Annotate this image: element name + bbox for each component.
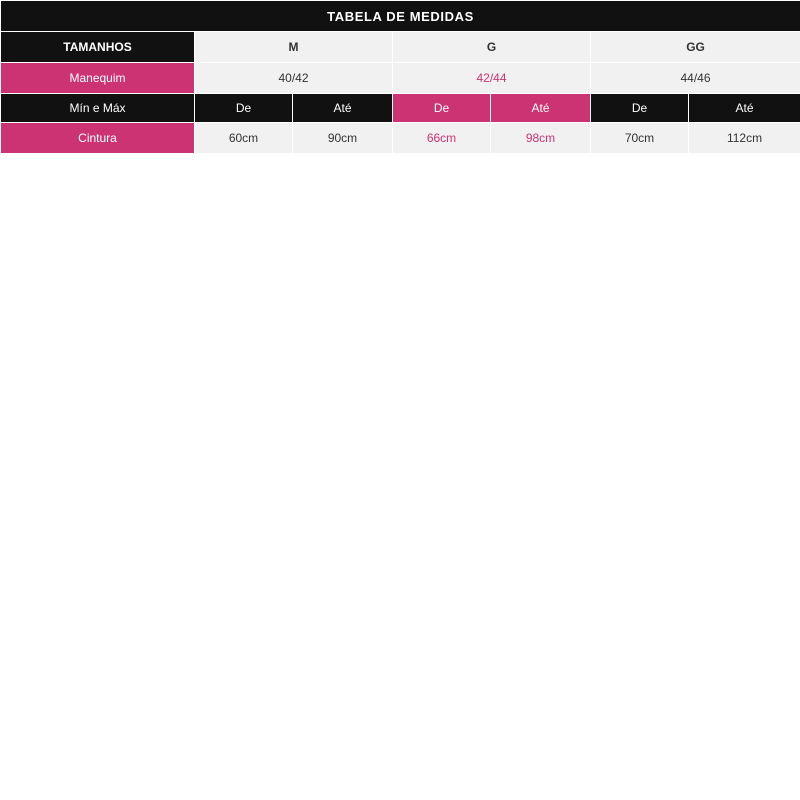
cintura-de-gg: 70cm [591, 123, 689, 154]
cintura-ate-m: 90cm [293, 123, 393, 154]
manequim-row [1, 63, 800, 94]
ate-label-gg: Até [689, 94, 800, 123]
table-title: TABELA DE MEDIDAS [1, 1, 800, 32]
cintura-ate-g: 98cm [491, 123, 591, 154]
manequim-value-gg: 44/46 [591, 63, 800, 94]
cintura-de-g: 66cm [393, 123, 491, 154]
cintura-label: Cintura [1, 123, 195, 154]
cintura-row [1, 123, 800, 154]
measurements-table [0, 0, 800, 154]
min-max-label: Mín e Máx [1, 94, 195, 123]
sizes-row [1, 32, 800, 63]
manequim-label: Manequim [1, 63, 195, 94]
de-label-g: De [393, 94, 491, 123]
de-label-m: De [195, 94, 293, 123]
de-label-gg: De [591, 94, 689, 123]
sizes-header-label: TAMANHOS [1, 32, 195, 63]
manequim-value-g: 42/44 [393, 63, 591, 94]
ate-label-g: Até [491, 94, 591, 123]
measurements-table-container [0, 0, 800, 154]
ate-label-m: Até [293, 94, 393, 123]
cintura-de-m: 60cm [195, 123, 293, 154]
min-max-row [1, 94, 800, 123]
size-column-g: G [393, 32, 591, 63]
size-column-gg: GG [591, 32, 800, 63]
cintura-ate-gg: 112cm [689, 123, 800, 154]
manequim-value-m: 40/42 [195, 63, 393, 94]
table-title-row [1, 1, 800, 32]
size-column-m: M [195, 32, 393, 63]
